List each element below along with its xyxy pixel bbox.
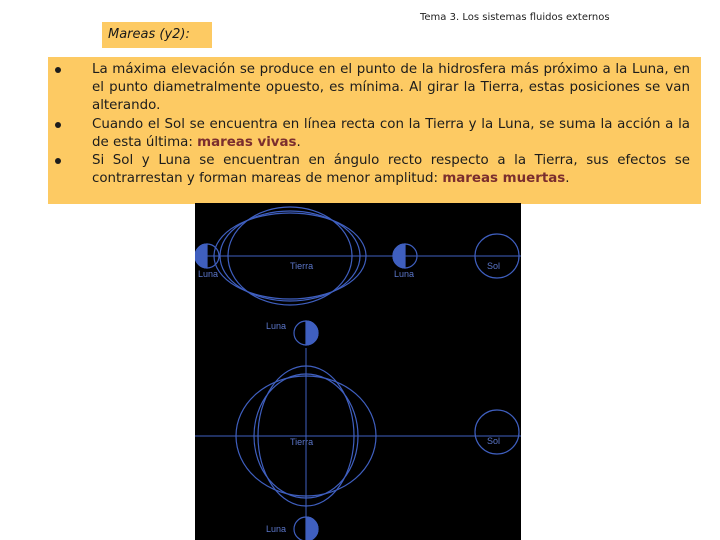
bullet-list bbox=[55, 61, 690, 188]
sun-icon bbox=[475, 410, 519, 454]
bullet-dot bbox=[55, 158, 61, 164]
header-subject: Tema 3. Los sistemas fluidos externos bbox=[420, 12, 610, 23]
label-luna-bottom: Luna bbox=[266, 524, 287, 534]
spring-tide-diagram bbox=[195, 207, 521, 305]
bullet-dot bbox=[55, 122, 61, 128]
tides-diagram bbox=[195, 203, 521, 540]
bullet-3-end: . bbox=[565, 171, 570, 187]
neap-tide-moon-top bbox=[294, 321, 318, 523]
label-sol-top: Sol bbox=[487, 261, 501, 271]
neap-tide-diagram bbox=[195, 366, 521, 540]
bullet-item-2 bbox=[55, 116, 690, 152]
label-tierra-top: Tierra bbox=[290, 261, 314, 271]
label-luna-left: Luna bbox=[198, 269, 219, 279]
term-mareas-muertas: mareas muertas bbox=[442, 171, 566, 187]
bullet-item-3 bbox=[55, 152, 690, 188]
bullet-3-text: Si Sol y Luna se encuentran en ángulo recto respecto a la Tierra, sus efectos se contrarrestan bbox=[92, 153, 690, 187]
term-mareas-vivas: mareas vivas bbox=[197, 134, 297, 150]
label-luna-middle: Luna bbox=[266, 321, 287, 331]
slide-title: Mareas (y2): bbox=[102, 22, 212, 48]
bullet-dot bbox=[55, 67, 61, 73]
label-luna-right: Luna bbox=[394, 269, 415, 279]
tides-diagram-svg bbox=[195, 203, 521, 540]
moon-shadow bbox=[306, 517, 318, 540]
bullet-item-1 bbox=[55, 61, 690, 116]
label-sol-bottom: Sol bbox=[487, 436, 501, 446]
bullet-3-hidden-text: y forman mareas de menor amplitud: bbox=[186, 171, 443, 187]
bullet-2-end: . bbox=[296, 134, 301, 150]
bullet-2-text: Cuando el Sol se encuentra en línea recta con la Tierra y la Luna, se suma la acción a la de esta última: bbox=[92, 116, 690, 150]
label-tierra-bottom: Tierra bbox=[290, 437, 314, 447]
bullet-1-text: La máxima elevación se produce en el punto de la hidrosfera más próximo a la Luna, en el punto diametralmente opuesto, es mínima. Al girar la Tierra, estas posiciones se van alterando. bbox=[92, 62, 690, 114]
moon-shadow bbox=[195, 244, 207, 268]
moon-shadow bbox=[306, 321, 318, 345]
moon-shadow bbox=[393, 244, 405, 268]
